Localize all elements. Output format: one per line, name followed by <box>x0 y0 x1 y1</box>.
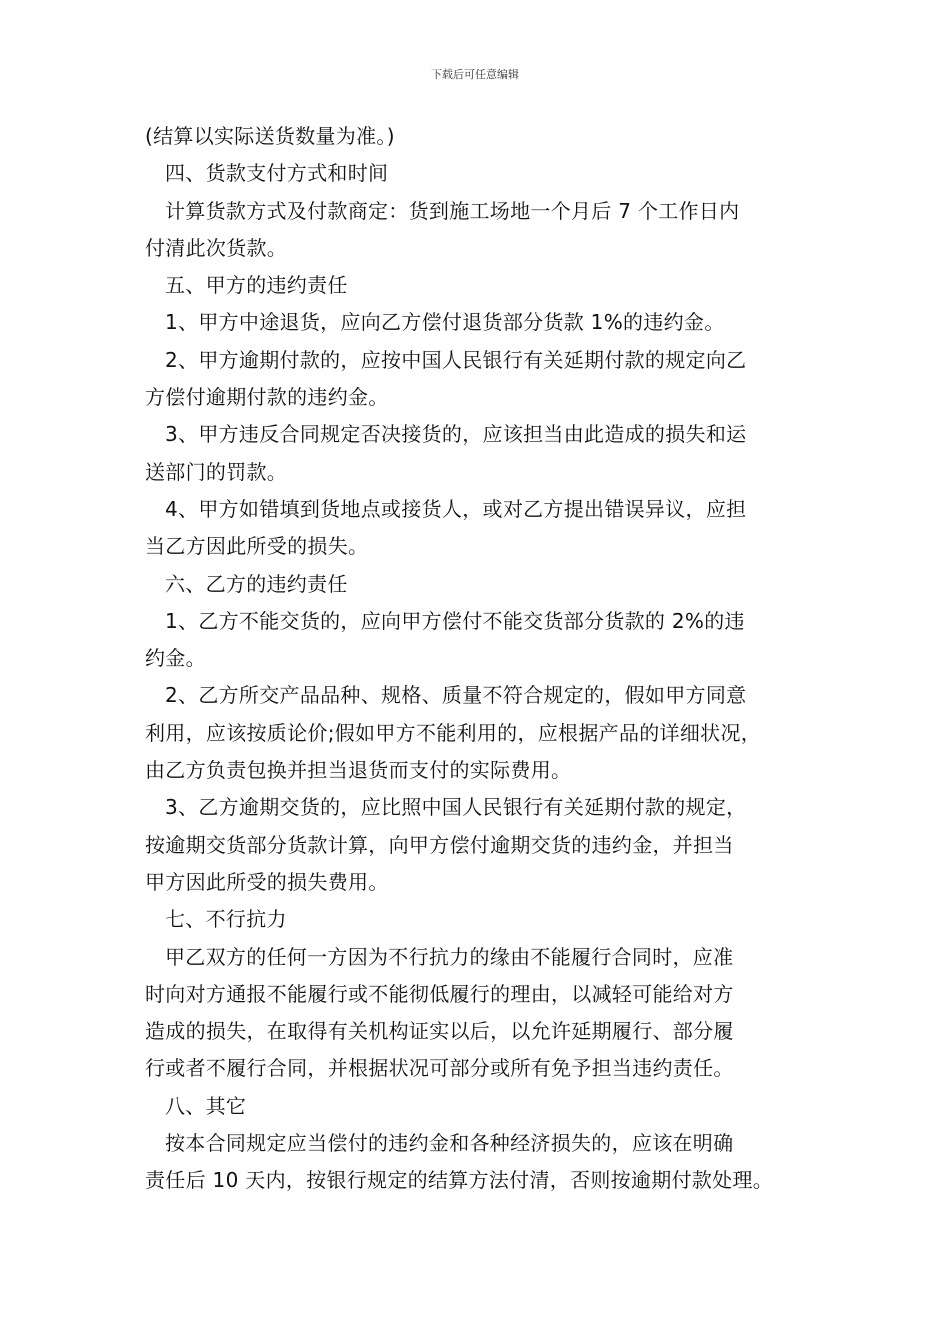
text-line: 按逾期交货部分货款计算，向甲方偿付逾期交货的违约金，并担当 <box>145 832 734 857</box>
page-header: 下载后可任意编辑 <box>431 68 519 81</box>
text-line: 造成的损失，在取得有关机构证实以后，以允许延期履行、部分履 <box>145 1019 734 1044</box>
text-line: 1、乙方不能交货的，应向甲方偿付不能交货部分货款的 2%的违 <box>165 608 745 633</box>
text-line: 送部门的罚款。 <box>145 459 288 484</box>
text-line: 计算货款方式及付款商定：货到施工场地一个月后 7 个工作日内 <box>165 198 740 223</box>
text-line: 甲乙双方的任何一方因为不行抗力的缘由不能履行合同时，应准 <box>165 944 734 969</box>
text-line: 按本合同规定应当偿付的违约金和各种经济损失的，应该在明确 <box>165 1131 734 1156</box>
text-line: 责任后 10 天内，按银行规定的结算方法付清，否则按逾期付款处理。 <box>145 1168 774 1193</box>
document-body <box>145 118 835 1200</box>
text-line: 2、甲方逾期付款的，应按中国人民银行有关延期付款的规定向乙 <box>165 347 747 372</box>
text-line: 利用，应该按质论价;假如甲方不能利用的，应根据产品的详细状况， <box>145 720 762 745</box>
text-line: (结算以实际送货数量为准。) <box>145 124 395 148</box>
text-line: 甲方因此所受的损失费用。 <box>145 869 389 894</box>
text-line: 4、甲方如错填到货地点或接货人，或对乙方提出错误异议，应担 <box>165 496 747 521</box>
text-line: 四、货款支付方式和时间 <box>165 161 389 186</box>
text-line: 七、不行抗力 <box>165 907 287 932</box>
text-line: 方偿付逾期付款的违约金。 <box>145 385 389 410</box>
text-line: 八、其它 <box>165 1093 247 1118</box>
text-line: 六、乙方的违约责任 <box>165 571 348 596</box>
text-line: 由乙方负责包换并担当退货而支付的实际费用。 <box>145 758 572 783</box>
text-line: 2、乙方所交产品品种、规格、质量不符合规定的，假如甲方同意 <box>165 683 747 708</box>
text-line: 行或者不履行合同，并根据状况可部分或所有免予担当违约责任。 <box>145 1056 734 1081</box>
text-line: 五、甲方的违约责任 <box>165 273 348 298</box>
text-line: 付清此次货款。 <box>145 235 288 260</box>
text-line: 1、甲方中途退货，应向乙方偿付退货部分货款 1%的违约金。 <box>165 310 725 335</box>
text-line: 时向对方通报不能履行或不能彻低履行的理由，以减轻可能给对方 <box>145 981 734 1006</box>
text-line: 3、甲方违反合同规定否决接货的，应该担当由此造成的损失和运 <box>165 422 747 447</box>
text-line: 约金。 <box>145 646 206 671</box>
text-line: 当乙方因此所受的损失。 <box>145 534 369 559</box>
text-line: 3、乙方逾期交货的，应比照中国人民银行有关延期付款的规定， <box>165 795 747 820</box>
